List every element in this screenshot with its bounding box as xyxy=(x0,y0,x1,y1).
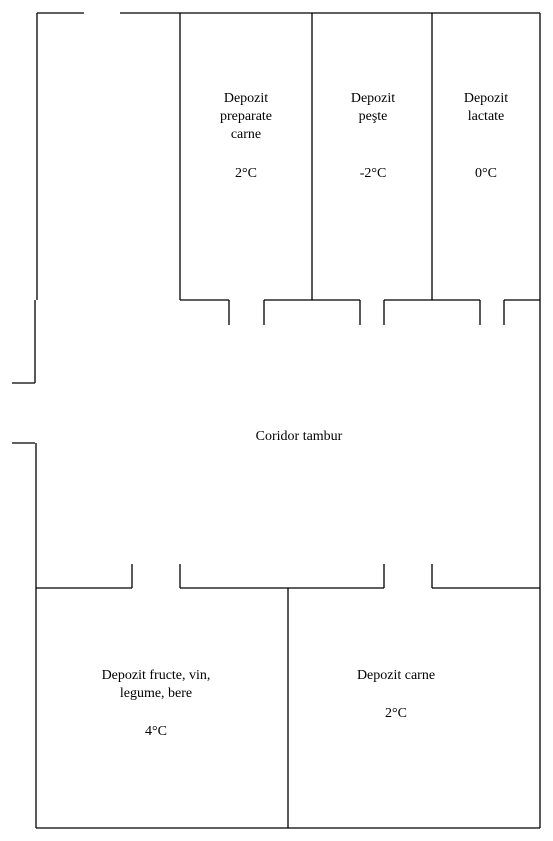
room-temp-depozit-lactate: 0°C xyxy=(475,166,497,181)
room-temp-depozit-peste: -2°C xyxy=(359,166,387,181)
room-label-depozit-carne: Depozit carne xyxy=(356,668,436,683)
room-temp-depozit-carne: 2°C xyxy=(385,706,407,721)
room-temp-depozit-preparate-carne: 2°C xyxy=(235,166,257,181)
room-temp-depozit-fructe-vin-legume-bere: 4°C xyxy=(145,724,167,739)
room-label-depozit-fructe-vin-legume-bere: Depozit fructe, vin, legume, bere xyxy=(101,668,211,701)
room-label-depozit-preparate-carne: Depozit preparate carne xyxy=(219,91,273,142)
room-label-depozit-lactate: Depozit lactate xyxy=(463,91,509,124)
room-label-coridor-tambur: Coridor tambur xyxy=(255,429,343,444)
room-label-depozit-peste: Depozit peşte xyxy=(350,91,396,124)
